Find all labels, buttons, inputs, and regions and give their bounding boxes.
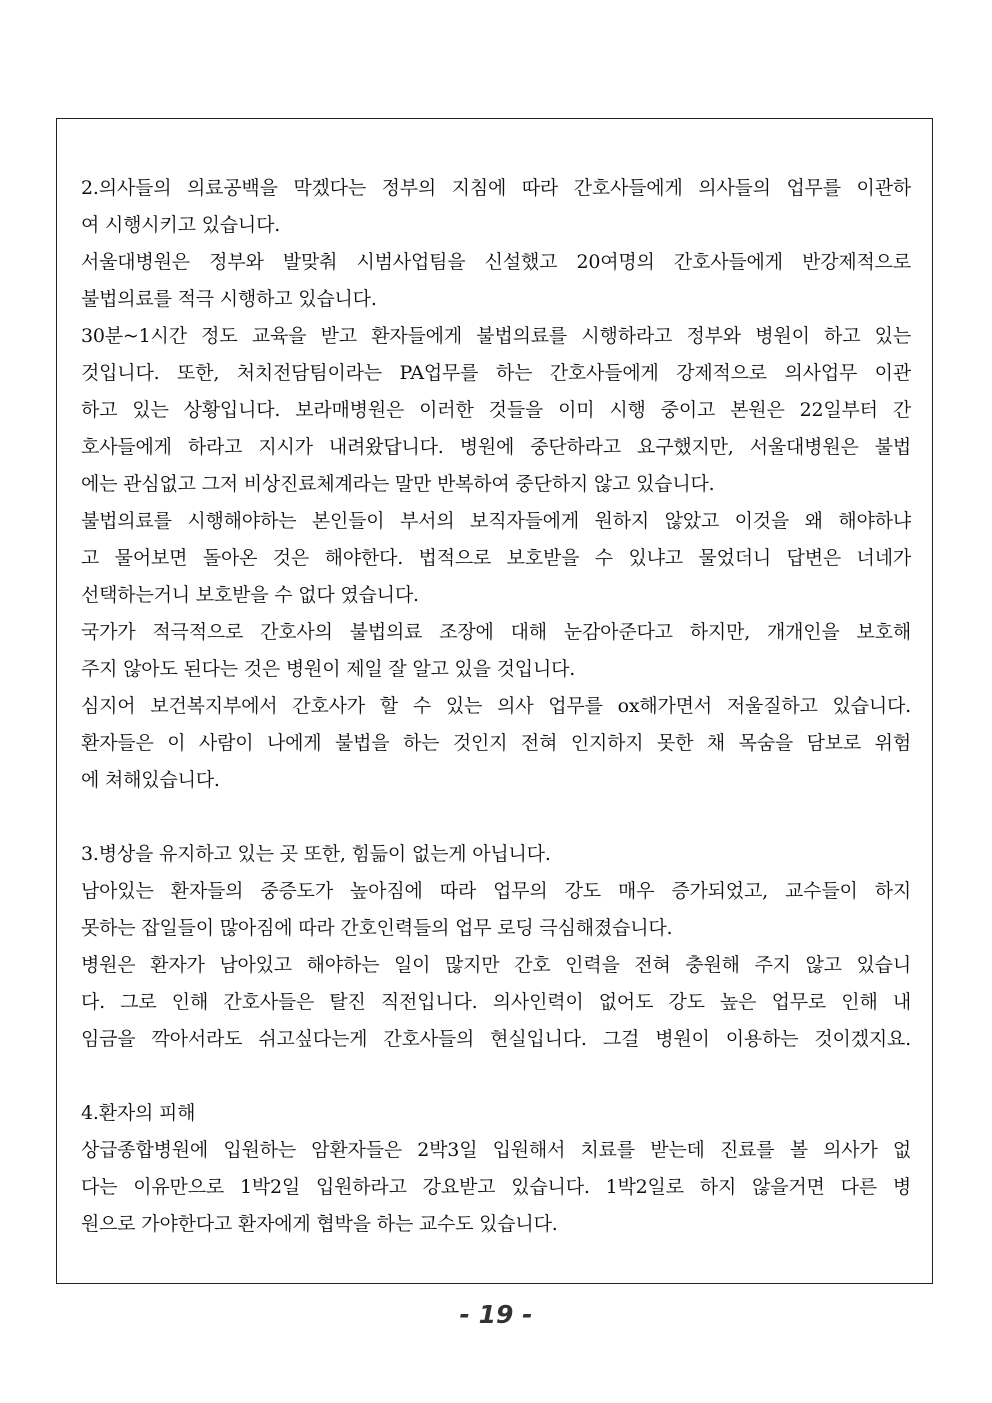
text-line: 불법의료를 시행해야하는 본인들이 부서의 보직자들에게 원하지 않았고 이것을 왜 해야하냐 bbox=[81, 510, 911, 532]
text-line: 에는 관심없고 그저 비상진료체계라는 말만 반복하여 중단하지 않고 있습니다. bbox=[81, 473, 715, 495]
text-line: 남아있는 환자들의 중증도가 높아짐에 따라 업무의 강도 매우 증가되었고, 교수들이 하지 bbox=[81, 880, 911, 902]
text-line: 3.병상을 유지하고 있는 곳 또한, 힘듦이 없는게 아닙니다. bbox=[81, 843, 551, 865]
page-number: - 19 - bbox=[459, 1300, 533, 1329]
text-line: 원으로 가야한다고 환자에게 협박을 하는 교수도 있습니다. bbox=[81, 1213, 558, 1235]
text-line: 선택하는거니 보호받을 수 없다 였습니다. bbox=[81, 584, 419, 606]
text-line: 심지어 보건복지부에서 간호사가 할 수 있는 의사 업무를 ox해가면서 저울질하고 있습니다. bbox=[81, 695, 911, 717]
text-line: 상급종합병원에 입원하는 암환자들은 2박3일 입원해서 치료를 받는데 진료를 볼 의사가 없 bbox=[81, 1139, 911, 1161]
text-line: 하고 있는 상황입니다. 보라매병원은 이러한 것들을 이미 시행 중이고 본원은 22일부터 간 bbox=[81, 399, 911, 421]
text-line: 여 시행시키고 있습니다. bbox=[81, 214, 281, 236]
blank-line bbox=[81, 799, 911, 836]
text-line: 임금을 깍아서라도 쉬고싶다는게 간호사들의 현실입니다. 그걸 병원이 이용하는 것이겠지요. bbox=[81, 1028, 911, 1050]
text-line: 4.환자의 피해 bbox=[81, 1102, 196, 1124]
text-line: 국가가 적극적으로 간호사의 불법의료 조장에 대해 눈감아준다고 하지만, 개개인을 보호해 bbox=[81, 621, 911, 643]
text-line: 에 쳐해있습니다. bbox=[81, 769, 220, 791]
text-line: 불법의료를 적극 시행하고 있습니다. bbox=[81, 288, 377, 310]
text-line: 다는 이유만으로 1박2일 입원하라고 강요받고 있습니다. 1박2일로 하지 않을거면 다른 병 bbox=[81, 1176, 911, 1198]
text-line: 못하는 잡일들이 많아짐에 따라 간호인력들의 업무 로딩 극심해졌습니다. bbox=[81, 917, 673, 939]
text-line: 것입니다. 또한, 처치전담팀이라는 PA업무를 하는 간호사들에게 강제적으로 의사업무 이관 bbox=[81, 362, 911, 384]
text-line: 고 물어보면 돌아온 것은 해야한다. 법적으로 보호받을 수 있냐고 물었더니 답변은 너네가 bbox=[81, 547, 911, 569]
text-line: 병원은 환자가 남아있고 해야하는 일이 많지만 간호 인력을 전혀 충원해 주지 않고 있습니 bbox=[81, 954, 911, 976]
blank-line bbox=[81, 1058, 911, 1095]
text-line: 30분~1시간 정도 교육을 받고 환자들에게 불법의료를 시행하라고 정부와 병원이 하고 있는 bbox=[81, 325, 911, 347]
text-line: 환자들은 이 사람이 나에게 불법을 하는 것인지 전혀 인지하지 못한 채 목숨을 담보로 위험 bbox=[81, 732, 911, 754]
document-body bbox=[81, 170, 911, 1243]
text-line: 호사들에게 하라고 지시가 내려왔답니다. 병원에 중단하라고 요구했지만, 서울대병원은 불법 bbox=[81, 436, 911, 458]
text-line: 서울대병원은 정부와 발맞춰 시범사업팀을 신설했고 20여명의 간호사들에게 반강제적으로 bbox=[81, 251, 911, 273]
text-line: 2.의사들의 의료공백을 막겠다는 정부의 지침에 따라 간호사들에게 의사들의 업무를 이관하 bbox=[81, 177, 911, 199]
text-line: 다. 그로 인해 간호사들은 탈진 직전입니다. 의사인력이 없어도 강도 높은 업무로 인해 내 bbox=[81, 991, 911, 1013]
text-line: 주지 않아도 된다는 것은 병원이 제일 잘 알고 있을 것입니다. bbox=[81, 658, 576, 680]
